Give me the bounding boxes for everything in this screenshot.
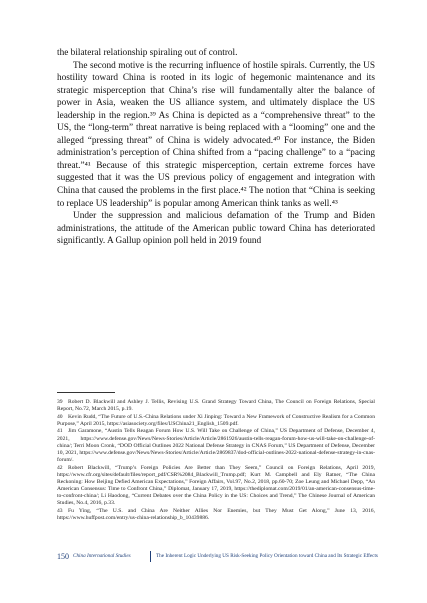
footnote-number: 42 xyxy=(57,464,63,471)
journal-name: China International Studies xyxy=(73,553,131,559)
footnote-40 xyxy=(57,414,375,428)
footnote-number: 40 xyxy=(57,413,63,420)
running-article-title: The Inherent Logic Underlying US Risk-Seeking Policy Orientation toward China and Its Strategic Effects xyxy=(156,553,378,559)
footnote-text: Kevin Rudd, “The Future of U.S.-China Relations under Xi Jinping: Toward a New Framework of Constructive Realism for a Common Purpose,” April 2015, https://asiasociety.org/files/USChina21_English_1509.pdf. xyxy=(57,413,375,427)
main-text xyxy=(57,47,375,248)
footnote-42 xyxy=(57,465,375,508)
footnote-divider xyxy=(57,392,115,393)
footnotes xyxy=(57,399,375,523)
footnote-text: Fu Ying, “The U.S. and China Are Neither Allies Nor Enemies, but They Must Get Along,” June 13, 2016, https://www.huffpost.com/entry/us-china-relationship_b_10439886. xyxy=(57,507,375,522)
footer-separator xyxy=(150,551,151,562)
footnote-text: Robert D. Blackwill and Ashley J. Tellis, Revising U.S. Grand Strategy Toward China, The Council on Foreign Relations, Special Report, No.72, March 2015, p.19. xyxy=(57,399,375,413)
footnote-number: 43 xyxy=(57,507,63,514)
paragraph-2: The second motive is the recurring influence of hostile spirals. Currently, the US hostility toward China is rooted in its logic of hegemonic maintenance and its strategic misperception that China’s rise will fundamentally alter the balance of power in Asia, weaken the US alliance system, and ultimately displace the US leadership in the region.³⁹ As China is depicted as a “comprehensive threat” to the US, the “long-term” threat narrative is being replaced with a “looming” one and the alleged “pressing threat” of China is widely advocated.⁴⁰ For instance, the Biden administration’s perception of China shifted from a “pacing challenge” to a “pacing threat.”⁴¹ Because of this strategic misperception, certain extreme forces have suggested that it was the US previous policy of engagement and integration with China that caused the problems in the first place.⁴² The notion that “China is seeking to replace US leadership” is popular among American think tanks as well.⁴³ xyxy=(57,60,375,209)
footnote-number: 39 xyxy=(57,399,63,405)
paragraph-1: the bilateral relationship spiraling out of control. xyxy=(57,48,238,58)
page-number: 150 xyxy=(57,552,69,561)
footnote-text: Robert Blackwill, “Trump’s Foreign Policies Are Better than They Seem,” Council on Foreign Relations, April 2019, https://www.cfr.org/sites/default/files/report_pdf/CSR%2084_Blackwill_Trump.pdf; Kurt M. Campbell and Ely Ratner, “The China Reckoning: How Beijing Defied American Expectations,” Foreign Affairs, Vol.97, No.2, 2018, pp.60-70; Zoe Leung and Michael Depp, “An American Consensus: Time to Confront China,” Diplomat, January 17, 2019, https://thediplomat.com/2019/01/an-american-consensus-time-to-confront-china/; Li Haodong, “Current Debates over the China Policy in the US: Choices and Trend,” The Chinese Journal of American Studies, No.4, 2016, p.33. xyxy=(57,464,375,507)
footnote-text: Jim Garamone, “Austin Tells Reagan Forum How U.S. Will Take on Challenge of China,” US Department of Defense, December 4, 2021, https://www.defense.gov/News/News-Stories/Article/Article/2861926/austin-tells-reagan-forum-how-us-will-take-on-challenge-of-china/; Terri Moon Cronk, “DOD Official Outlines 2022 National Defense Strategy in CNAS Forum,” US Department of Defense, December 10, 2021, https://www.defense.gov/News/News-Stories/Article/Article/2869837/dod-official-outlines-2022-national-defense-strategy-in-cnas-forum/. xyxy=(57,428,375,464)
footnote-number: 41 xyxy=(57,428,63,435)
page-footer xyxy=(57,552,378,564)
footnote-41 xyxy=(57,428,375,464)
paragraph-3: Under the suppression and malicious defamation of the Trump and Biden administrations, the attitude of the American public toward China has deteriorated significantly. A Gallup opinion poll held in 2019 found xyxy=(57,211,375,247)
footnote-43 xyxy=(57,508,375,522)
footnote-39 xyxy=(57,399,375,413)
